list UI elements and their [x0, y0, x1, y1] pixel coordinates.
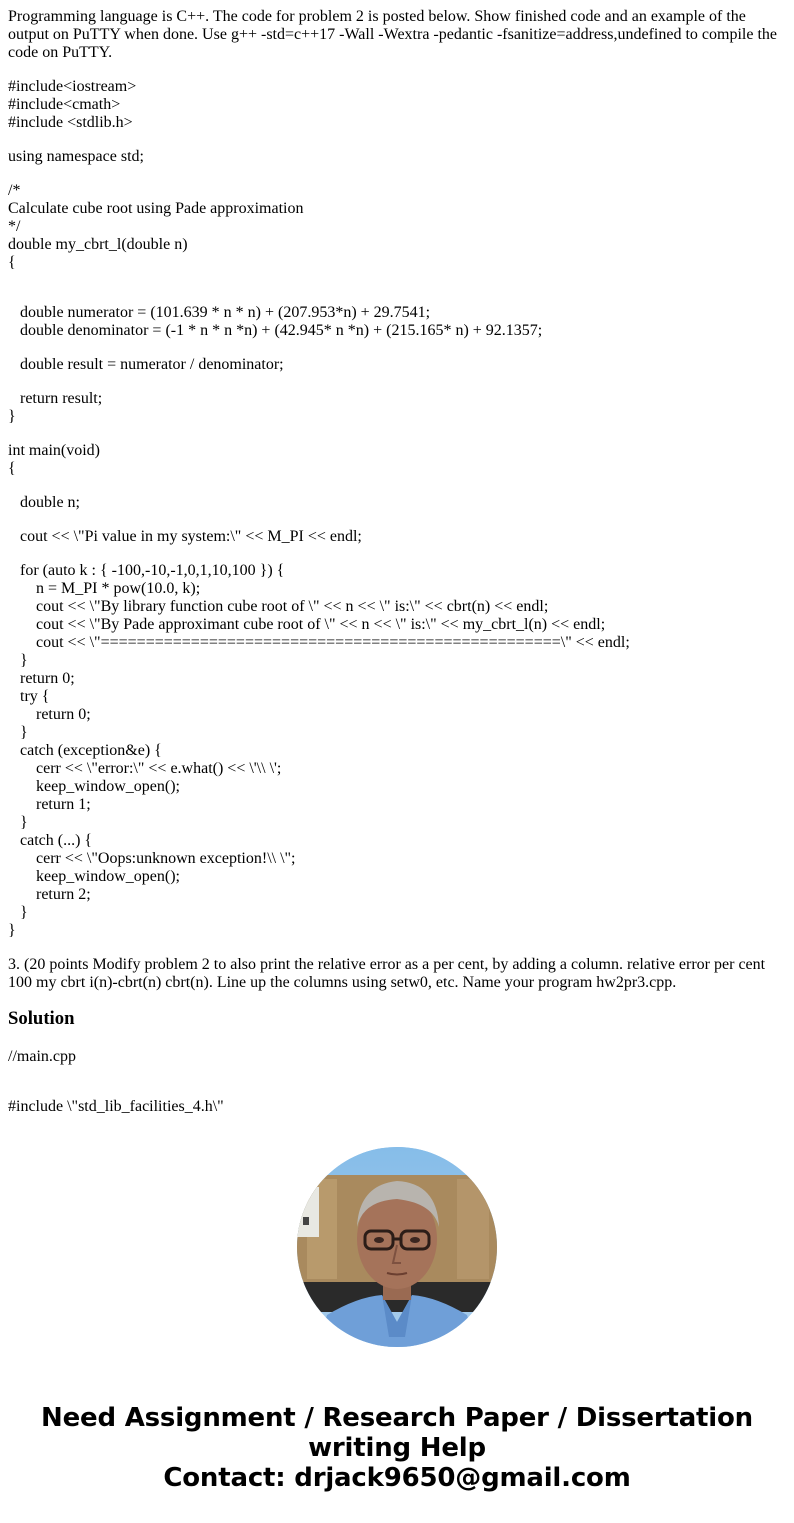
code-line: #include <stdlib.h> — [8, 114, 133, 131]
code-line: for (auto k : { -100,-10,-1,0,1,10,100 }) { — [20, 562, 285, 579]
code-line: try { — [20, 688, 50, 705]
code-line: cout << \"Pi value in my system:\" << M_PI << endl; — [20, 528, 362, 545]
promo-contact: Contact: drjack9650@gmail.com — [163, 1463, 631, 1493]
promo-line: writing Help — [308, 1433, 486, 1463]
code-line: keep_window_open(); — [36, 868, 180, 885]
code-line: } — [20, 652, 28, 669]
code-line: { — [8, 460, 16, 477]
code-line: return 0; — [20, 670, 75, 687]
code-line: n = M_PI * pow(10.0, k); — [36, 580, 201, 597]
code-main-decl — [8, 494, 786, 512]
code-function-body-1 — [8, 304, 786, 340]
code-line: cout << \"===================================================\" << endl; — [36, 634, 630, 651]
code-line: return 0; — [36, 706, 91, 723]
code-line: } — [8, 408, 16, 425]
code-line: { — [8, 254, 16, 271]
code-comment-line: */ — [8, 218, 21, 235]
code-line: #include \"std_lib_facilities_4.h\" — [8, 1098, 224, 1115]
code-line: keep_window_open(); — [36, 778, 180, 795]
code-line: #include<iostream> — [8, 78, 137, 95]
solution-file-comment — [8, 1048, 786, 1066]
problem-3-paragraph: 3. (20 points Modify problem 2 to also print the relative error as a per cent, by adding a column. relative error per cent 100 my cbrt i(n)-cbrt(n) cbrt(n). Line up the columns using setw0, etc. Name your program hw2pr3.cpp. — [8, 956, 766, 991]
code-line: int main(void) — [8, 442, 100, 459]
code-line: return 1; — [36, 796, 91, 813]
code-line: double numerator = (101.639 * n * n) + (207.953*n) + 29.7541; — [20, 304, 431, 321]
promo-banner — [0, 1403, 794, 1493]
code-comment-line: Calculate cube root using Pade approximation — [8, 200, 304, 217]
code-function-body-2 — [8, 356, 786, 374]
code-line: //main.cpp — [8, 1048, 76, 1065]
code-line: } — [8, 922, 16, 939]
code-line: double result = numerator / denominator; — [20, 356, 284, 373]
code-line: #include<cmath> — [8, 96, 121, 113]
code-line: double n; — [20, 494, 80, 511]
code-line: using namespace std; — [8, 148, 144, 165]
code-line: catch (exception&e) { — [20, 742, 162, 759]
solution-include — [8, 1098, 786, 1116]
code-line: double my_cbrt_l(double n) — [8, 236, 188, 253]
solution-heading: Solution — [8, 1008, 75, 1029]
code-function-header — [8, 182, 786, 272]
code-line: } — [20, 904, 28, 921]
code-line: cout << \"By library function cube root of \" << n << \" is:\" << cbrt(n) << endl; — [36, 598, 549, 615]
author-photo-container — [8, 1147, 786, 1347]
code-line: catch (...) { — [20, 832, 93, 849]
person-portrait-icon — [297, 1147, 497, 1347]
intro-paragraph: Programming language is C++. The code for problem 2 is posted below. Show finished code and an example of the output on PuTTY when done. Use g++ -std=c++17 -Wall -Wextra -pedantic -fsanitize=address,undefined to compile the code on PuTTY. — [8, 8, 777, 61]
code-main-loop — [8, 562, 786, 940]
code-line: return 2; — [36, 886, 91, 903]
code-line: double denominator = (-1 * n * n *n) + (42.945* n *n) + (215.165* n) + 92.1357; — [20, 322, 543, 339]
code-line: return result; — [20, 390, 103, 407]
blank-spacer — [8, 288, 786, 304]
code-line: cerr << \"error:\" << e.what() << \'\\ \'; — [36, 760, 282, 777]
code-function-body-3 — [8, 390, 786, 426]
code-main-header — [8, 442, 786, 478]
code-line: } — [20, 814, 28, 831]
code-comment-line: /* — [8, 182, 21, 199]
code-line: cout << \"By Pade approximant cube root of \" << n << \" is:\" << my_cbrt_l(n) << endl; — [36, 616, 606, 633]
promo-line: Need Assignment / Research Paper / Dissertation — [41, 1403, 753, 1433]
code-line: cerr << \"Oops:unknown exception!\\ \"; — [36, 850, 296, 867]
code-line: } — [20, 724, 28, 741]
code-includes — [8, 78, 786, 132]
author-avatar — [297, 1147, 497, 1347]
code-main-cout — [8, 528, 786, 546]
code-using — [8, 148, 786, 166]
blank-spacer — [8, 1082, 786, 1098]
